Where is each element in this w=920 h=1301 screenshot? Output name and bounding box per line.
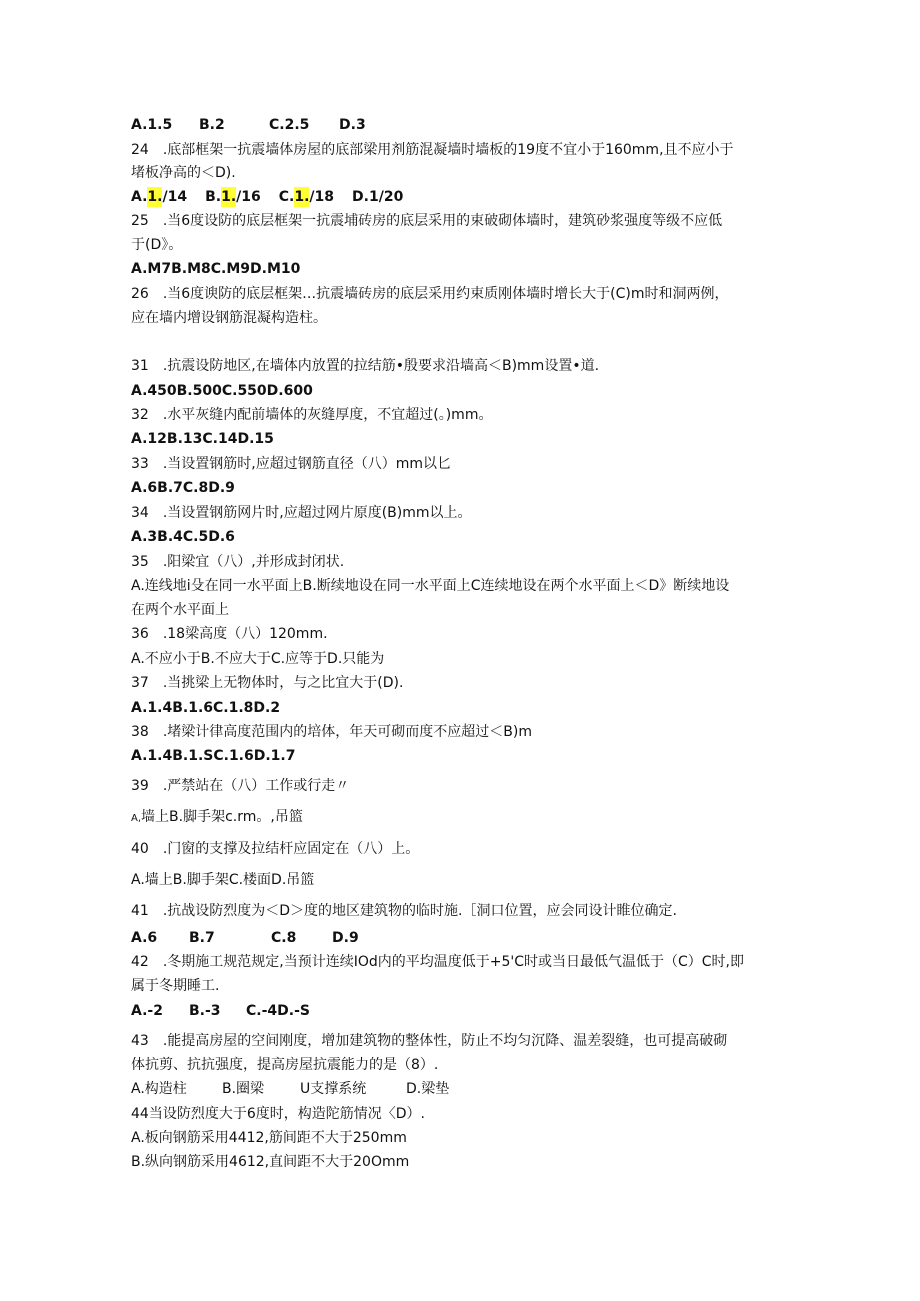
- option-c: U支撑系统: [300, 1081, 367, 1097]
- options-line-q25: A.M7B.M8C.M9D.M10: [131, 261, 301, 277]
- options-line-q32: A.12B.13C.14D.15: [131, 431, 274, 447]
- option-a: A.1.5: [131, 117, 173, 133]
- question-24-line2: 堵板净高的＜D).: [131, 165, 236, 181]
- option-a-label: A,: [131, 813, 142, 824]
- highlight-mark: 1.: [221, 189, 237, 205]
- question-42-line2: 属于冬期睡工.: [131, 978, 220, 994]
- question-26-line1: 26 .当6度谀防的底层框架…抗震墙砖房的底层采用约束质刚体墙时增长大于(C)m时和洞两例，: [131, 286, 729, 302]
- question-40: 40 .门窗的支撑及拉结杆应固定在（八）上。: [131, 841, 420, 857]
- options-line-q35-1: A.连线地i殳在同一水平面上B.断续地设在同一水平面上C连续地设在两个水平面上＜D》断续地设: [131, 578, 730, 594]
- option-a: A.6: [131, 930, 158, 946]
- option-44-b: B.纵向钢筋采用4612,直间距不大于20Omm: [131, 1154, 410, 1170]
- options-line-q34: A.3B.4C.5D.6: [131, 529, 235, 545]
- option-b-suffix: /16: [236, 189, 261, 205]
- question-25-line1: 25 .当6度设防的底层框架一抗震埔砖房的底层采用的束破砌体墙时，建筑砂浆强度等级不应低: [131, 213, 723, 229]
- option-c: C.2.5: [269, 117, 310, 133]
- options-line-q31: A.450B.500C.550D.600: [131, 383, 313, 399]
- options-line-q33: A.6B.7C.8D.9: [131, 480, 235, 496]
- question-24-line1: 24 .底部框架一抗震墙体房屋的底部梁用剂筋混凝墙时墙板的19度不宜小于160mm,且不应小于: [131, 142, 734, 158]
- option-b: B.7: [189, 930, 215, 946]
- highlight-mark: 1.: [294, 189, 310, 205]
- options-line-q40: A.墙上B.脚手架C.楼面D.吊篮: [131, 872, 315, 888]
- option-c: C.8: [271, 930, 297, 946]
- question-41: 41 .抗战设防烈度为＜D＞度的地区建筑物的临时施.［洞口位置，应会同设计睢位确定.: [131, 903, 677, 919]
- options-line-q41: [131, 928, 359, 948]
- question-44: 44当设防烈度大于6度时，构造陀筋情况〈D）.: [131, 1106, 425, 1122]
- option-a-prefix: A.: [131, 189, 148, 205]
- options-line-q39: [131, 807, 303, 829]
- option-c-suffix: /18: [309, 189, 335, 205]
- option-b: B.-3: [189, 1003, 221, 1019]
- highlight-mark: 1.: [147, 189, 163, 205]
- options-text: 墙上B.脚手架c.rm。,吊篮: [141, 809, 303, 825]
- option-c-prefix: C.: [278, 189, 295, 205]
- option-b: B.圈梁: [222, 1081, 265, 1097]
- options-line-q24: [131, 187, 403, 207]
- option-c-d: C.-4D.-S: [246, 1003, 310, 1019]
- question-43-line2: 体抗剪、抗抗强度，提高房屋抗震能力的是（8）.: [131, 1057, 439, 1073]
- option-44-a: A.板向钢筋采用4412,筋间距不大于250mm: [131, 1130, 407, 1146]
- question-26-line2: 应在墙内增设钢筋混凝构造柱。: [131, 310, 327, 326]
- question-37: 37 .当挑梁上无物体时，与之比宜大于(D).: [131, 675, 404, 691]
- question-33: 33 .当设置钢筋时,应超过钢筋直径（八）mm以匕: [131, 456, 451, 472]
- option-a: A.构造柱: [131, 1081, 187, 1097]
- question-25-line2: 于(D》。: [131, 237, 183, 253]
- option-d: D.9: [332, 930, 359, 946]
- options-line-q36: A.不应小于B.不应大于C.应等于D.只能为: [131, 651, 385, 667]
- options-line-q43: [131, 1079, 449, 1099]
- option-b-prefix: B.: [205, 189, 222, 205]
- option-b: B.2: [199, 117, 225, 133]
- options-line-q37: A.1.4B.1.6C.1.8D.2: [131, 700, 281, 716]
- question-35: 35 .阳梁宜（八）,并形成封闭状.: [131, 554, 345, 570]
- options-line-q23: [131, 115, 366, 135]
- option-d: D.3: [339, 117, 366, 133]
- question-31: 31 .抗震设防地区,在墙体内放置的拉结筋•殷要求沿墙高＜B)mm设置•道.: [131, 358, 600, 374]
- options-line-q38: A.1.4B.1.SC.1.6D.1.7: [131, 748, 296, 764]
- question-39: 39 .严禁站在（八）工作或行走〃: [131, 778, 350, 794]
- question-38: 38 .堵梁计律高度范围内的培体，年天可砌而度不应超过＜B)m: [131, 724, 532, 740]
- options-line-q35-2: 在两个水平面上: [131, 602, 229, 618]
- question-34: 34 .当设置钢筋网片时,应超过网片原度(B)mm以上。: [131, 505, 472, 521]
- option-a: A.-2: [131, 1003, 163, 1019]
- option-d: D.1/20: [352, 189, 404, 205]
- question-32: 32 .水平灰缝内配前墙体的灰缝厚度，不宜超过(。)mm。: [131, 407, 493, 423]
- question-36: 36 .18梁高度（八）120mm.: [131, 626, 328, 642]
- question-42-line1: 42 .冬期施工规范规定,当预计连续IOd内的平均温度低于+5'C时或当日最低气温低于（C）C时,即: [131, 954, 745, 970]
- option-d: D.梁垫: [406, 1081, 450, 1097]
- options-line-q42: [131, 1001, 310, 1021]
- option-a-suffix: /14: [162, 189, 188, 205]
- question-43-line1: 43 .能提高房屋的空间刚度，增加建筑物的整体性，防止不均匀沉降、温差裂缝，也可提高破砌: [131, 1033, 728, 1049]
